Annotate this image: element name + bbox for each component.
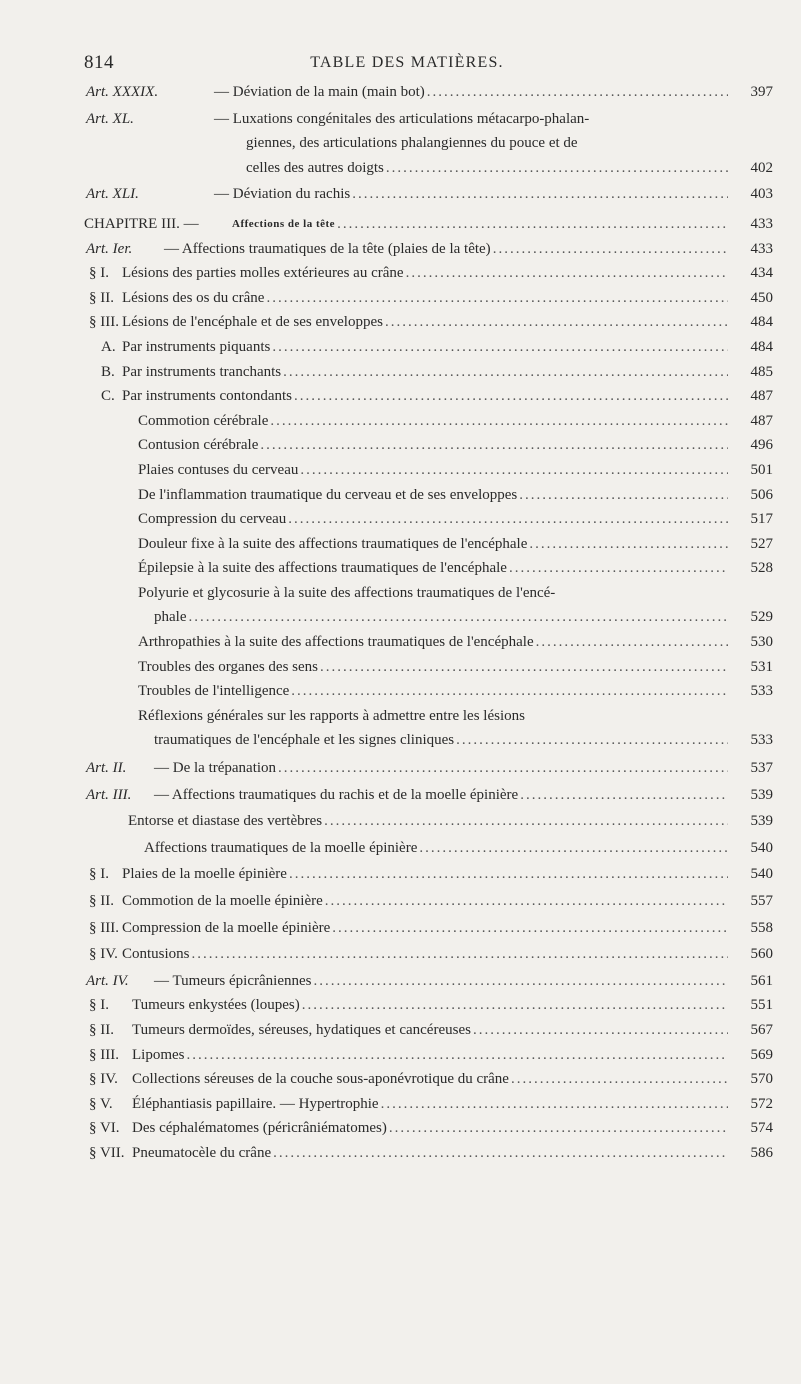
leader-dots xyxy=(473,1018,728,1043)
leader-dots xyxy=(324,809,728,834)
toc-entry xyxy=(0,581,801,630)
leader-dots xyxy=(260,433,728,458)
entry-title: Lésions des parties molles extérieures au crâne xyxy=(122,265,404,282)
toc-entry xyxy=(0,916,801,941)
toc-entry xyxy=(0,1141,801,1166)
entry-label: Art. Ier. xyxy=(86,240,133,257)
leader-dots xyxy=(536,630,728,655)
toc-entry xyxy=(0,237,801,262)
toc-entry xyxy=(0,182,801,207)
entry-title: Plaies contuses du cerveau xyxy=(138,461,299,478)
leader-dots xyxy=(389,1116,728,1141)
toc-entry xyxy=(0,1116,801,1141)
toc-entry xyxy=(0,335,801,360)
toc-entry xyxy=(0,532,801,557)
entry-page: 485 xyxy=(750,363,773,380)
entry-title: Par instruments piquants xyxy=(122,338,271,355)
entry-title: — Déviation du rachis xyxy=(214,186,351,203)
leader-dots xyxy=(352,182,728,207)
entry-label: § I. xyxy=(89,265,109,282)
toc-entry xyxy=(0,942,801,967)
entry-title: Compression de la moelle épinière xyxy=(122,919,331,936)
entry-page: 533 xyxy=(750,732,773,749)
leader-dots xyxy=(273,1141,728,1166)
toc-entry xyxy=(0,310,801,335)
leader-dots xyxy=(509,556,728,581)
entry-page: 539 xyxy=(750,786,773,803)
toc-entry xyxy=(0,889,801,914)
entry-page: 560 xyxy=(750,946,773,963)
leader-dots xyxy=(529,532,728,557)
entry-title: Tumeurs dermoïdes, séreuses, hydatiques et cancéreuses xyxy=(132,1021,471,1038)
entry-title: Lésions des os du crâne xyxy=(122,289,265,306)
leader-dots xyxy=(332,916,728,941)
entry-title: Contusion cérébrale xyxy=(138,437,259,454)
toc-entry xyxy=(0,360,801,385)
leader-dots xyxy=(419,836,728,861)
toc-entry xyxy=(0,809,801,834)
entry-label: § VI. xyxy=(89,1120,120,1137)
entry-label: Art. XL. xyxy=(86,110,134,127)
entry-title: Arthropathies à la suite des affections traumatiques de l'encéphale xyxy=(138,634,534,651)
entry-page: 551 xyxy=(750,997,773,1014)
entry-title: Commotion cérébrale xyxy=(138,412,269,429)
entry-title: Contusions xyxy=(122,946,190,963)
toc-entry xyxy=(0,783,801,808)
entry-title: Par instruments contondants xyxy=(122,388,292,405)
entry-title: Compression du cerveau xyxy=(138,511,287,528)
entry-page: 561 xyxy=(750,972,773,989)
entry-title: — Affections traumatiques de la tête (plaies de la tête) xyxy=(164,240,491,257)
entry-page: 434 xyxy=(750,265,773,282)
entry-title: De l'inflammation traumatique du cerveau et de ses enveloppes xyxy=(138,486,518,503)
entry-label: § I. xyxy=(89,997,109,1014)
toc-entry xyxy=(0,862,801,887)
entry-label: § IV. xyxy=(89,1071,118,1088)
leader-dots xyxy=(381,1092,728,1117)
leader-dots xyxy=(270,409,728,434)
entry-page: 517 xyxy=(750,511,773,528)
entry-label: B. xyxy=(101,363,115,380)
entry-title: Pneumatocèle du crâne xyxy=(132,1144,272,1161)
entry-page: 572 xyxy=(750,1095,773,1112)
toc-entry xyxy=(0,836,801,861)
entry-title: — Tumeurs épicrâniennes xyxy=(154,972,312,989)
entry-label: § II. xyxy=(89,893,114,909)
toc-entry xyxy=(0,384,801,409)
page-number: 814 xyxy=(84,52,114,73)
toc-entry xyxy=(0,556,801,581)
entry-page: 586 xyxy=(750,1144,773,1161)
chapter-label: CHAPITRE III. — xyxy=(84,215,199,232)
entry-page: 569 xyxy=(750,1046,773,1063)
toc-entry xyxy=(0,286,801,311)
entry-page: 450 xyxy=(750,289,773,306)
entry-page: 540 xyxy=(750,866,773,883)
toc-entry xyxy=(0,969,801,994)
entry-label: Art. XXXIX. xyxy=(86,84,159,100)
toc-entry xyxy=(0,458,801,483)
entry-label: § II. xyxy=(89,289,114,306)
entry-page: 574 xyxy=(750,1120,773,1137)
entry-page: 433 xyxy=(750,215,773,232)
page-title: TABLE DES MATIÈRES. xyxy=(310,54,504,71)
entry-label: Art. IV. xyxy=(86,972,129,989)
toc-entry xyxy=(0,655,801,680)
entry-page: 402 xyxy=(750,159,773,176)
toc-entry xyxy=(0,630,801,655)
leader-dots xyxy=(294,384,728,409)
entry-label: Art. II. xyxy=(86,760,127,777)
leader-dots xyxy=(520,783,728,808)
toc-entry xyxy=(0,80,801,105)
leader-dots xyxy=(288,507,728,532)
leader-dots xyxy=(192,942,728,967)
entry-page: 496 xyxy=(750,437,773,454)
toc-entry xyxy=(0,507,801,532)
toc-entry xyxy=(0,107,801,181)
leader-dots xyxy=(456,728,728,753)
entry-label: § III. xyxy=(89,1046,119,1063)
toc-entry xyxy=(0,483,801,508)
entry-page: 530 xyxy=(750,634,773,651)
entry-page: 487 xyxy=(750,388,773,405)
entry-title-continued: celles des autres doigts xyxy=(246,159,384,176)
entry-page: 506 xyxy=(750,486,773,503)
entry-label: § III. xyxy=(89,314,119,331)
entry-title: Lipomes xyxy=(132,1046,185,1063)
entry-title: Tumeurs enkystées (loupes) xyxy=(132,997,300,1014)
entry-title: Polyurie et glycosurie à la suite des affections traumatiques de l'encé- xyxy=(138,584,556,601)
entry-title: — De la trépanation xyxy=(154,760,277,777)
entry-page: 540 xyxy=(750,839,773,856)
entry-label: § VII. xyxy=(89,1144,125,1161)
entry-label: C. xyxy=(101,388,115,405)
leader-dots xyxy=(278,756,728,781)
entry-label: Art. III. xyxy=(86,786,132,803)
toc-entry xyxy=(0,1043,801,1068)
entry-page: 567 xyxy=(750,1021,773,1038)
entry-title-continued: giennes, des articulations phalangiennes du pouce et de xyxy=(246,135,578,152)
entry-title-continued: phale xyxy=(154,609,187,626)
leader-dots xyxy=(386,156,728,181)
entry-page: 570 xyxy=(750,1071,773,1088)
entry-label: § IV. xyxy=(89,946,118,963)
entry-title-continued: traumatiques de l'encéphale et les signes cliniques xyxy=(154,732,455,749)
leader-dots xyxy=(385,310,728,335)
entry-page: 529 xyxy=(750,609,773,626)
leader-dots xyxy=(291,679,728,704)
leader-dots xyxy=(337,212,728,237)
entry-page: 397 xyxy=(750,84,773,100)
table-of-contents xyxy=(0,80,801,1161)
entry-page: 501 xyxy=(750,461,773,478)
entry-title: Plaies de la moelle épinière xyxy=(122,866,287,883)
toc-entry xyxy=(0,679,801,704)
leader-dots xyxy=(519,483,728,508)
entry-title: Des céphalématomes (péricrâniématomes) xyxy=(132,1120,387,1137)
leader-dots xyxy=(493,237,728,262)
entry-title: Affections traumatiques de la moelle épinière xyxy=(144,839,418,856)
entry-page: 557 xyxy=(750,893,773,909)
entry-label: § I. xyxy=(89,866,109,883)
leader-dots xyxy=(300,458,728,483)
leader-dots xyxy=(302,993,728,1018)
entry-page: 487 xyxy=(750,412,773,429)
entry-page: 433 xyxy=(750,240,773,257)
entry-title: Entorse et diastase des vertèbres xyxy=(128,813,323,830)
page-header xyxy=(84,52,730,82)
entry-title: Éléphantiasis papillaire. — Hypertrophie xyxy=(132,1095,379,1112)
leader-dots xyxy=(187,1043,729,1068)
toc-entry xyxy=(0,1067,801,1092)
entry-page: 527 xyxy=(750,535,773,552)
entry-title: — Déviation de la main (main bot) xyxy=(214,84,425,100)
entry-title: Troubles des organes des sens xyxy=(138,658,318,675)
entry-title: — Luxations congénitales des articulations métacarpo-phalan- xyxy=(214,110,590,127)
entry-page: 484 xyxy=(750,314,773,331)
toc-entry xyxy=(0,704,801,753)
leader-dots xyxy=(266,286,728,311)
entry-title: Collections séreuses de la couche sous-aponévrotique du crâne xyxy=(132,1071,509,1088)
leader-dots xyxy=(283,360,728,385)
leader-dots xyxy=(188,605,728,630)
entry-page: 528 xyxy=(750,560,773,577)
leader-dots xyxy=(406,261,728,286)
toc-entry xyxy=(0,756,801,781)
entry-title: Troubles de l'intelligence xyxy=(138,683,290,700)
leader-dots xyxy=(325,889,728,914)
toc-entry xyxy=(0,993,801,1018)
leader-dots xyxy=(313,969,728,994)
toc-entry xyxy=(0,409,801,434)
leader-dots xyxy=(272,335,728,360)
entry-label: A. xyxy=(101,338,116,355)
chapter-entry xyxy=(0,212,801,237)
entry-title: Commotion de la moelle épinière xyxy=(122,893,323,909)
entry-page: 531 xyxy=(750,658,773,675)
toc-entry xyxy=(0,261,801,286)
toc-entry xyxy=(0,1092,801,1117)
chapter-title: Affections de la tête xyxy=(232,217,336,230)
leader-dots xyxy=(320,655,728,680)
entry-title: Épilepsie à la suite des affections traumatiques de l'encéphale xyxy=(138,560,507,577)
entry-page: 484 xyxy=(750,338,773,355)
entry-title: Par instruments tranchants xyxy=(122,363,282,380)
entry-title: Réflexions générales sur les rapports à admettre entre les lésions xyxy=(138,707,525,724)
entry-label: § V. xyxy=(89,1095,113,1112)
entry-page: 403 xyxy=(750,186,773,203)
entry-label: § III. xyxy=(89,919,119,936)
entry-title: Douleur fixe à la suite des affections traumatiques de l'encéphale xyxy=(138,535,528,552)
entry-page: 533 xyxy=(750,683,773,700)
entry-page: 537 xyxy=(750,760,773,777)
toc-entry xyxy=(0,433,801,458)
leader-dots xyxy=(289,862,728,887)
toc-entry xyxy=(0,1018,801,1043)
entry-label: § II. xyxy=(89,1021,114,1038)
leader-dots xyxy=(427,80,728,105)
entry-title: Lésions de l'encéphale et de ses enveloppes xyxy=(122,314,383,331)
leader-dots xyxy=(511,1067,728,1092)
entry-page: 558 xyxy=(750,919,773,936)
entry-page: 539 xyxy=(750,813,773,830)
entry-title: — Affections traumatiques du rachis et de la moelle épinière xyxy=(154,786,519,803)
entry-label: Art. XLI. xyxy=(86,186,139,203)
